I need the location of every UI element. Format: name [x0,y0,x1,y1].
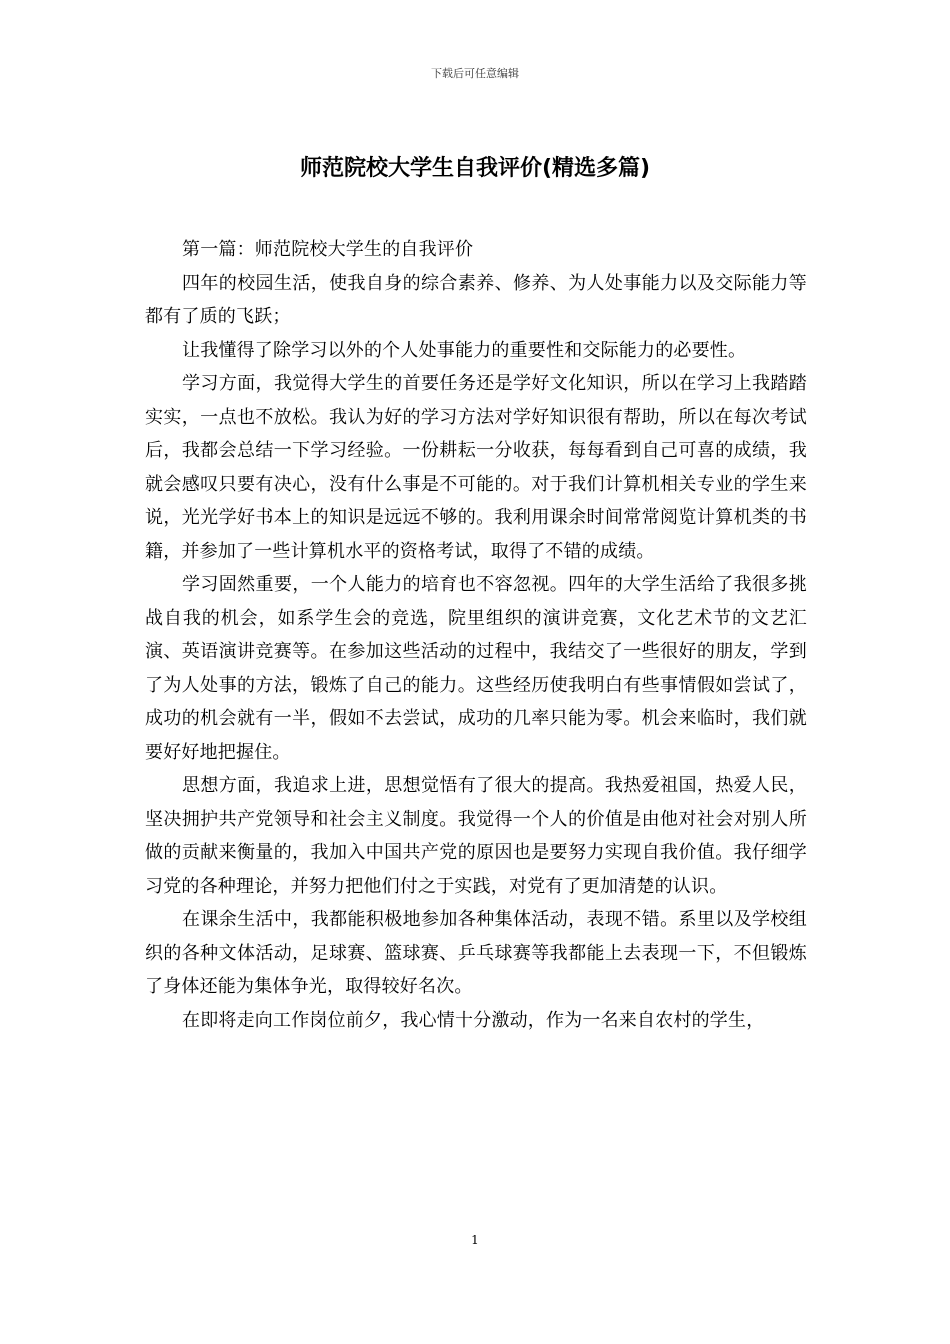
paragraph: 学习方面，我觉得大学生的首要任务还是学好文化知识，所以在学习上我踏踏实实，一点也不放松。我认为好的学习方法对学好知识很有帮助，所以在每次考试后，我都会总结一下学习经验。一份耕耘一分收获，每每看到自己可喜的成绩，我就会感叹只要有决心，没有什么事是不可能的。对于我们计算机相关专业的学生来说，光光学好书本上的知识是远远不够的。我利用课余时间常常阅览计算机类的书籍，并参加了一些计算机水平的资格考试，取得了不错的成绩。 [145,373,807,562]
paragraph: 让我懂得了除学习以外的个人处事能力的重要性和交际能力的必要性。 [182,339,747,361]
header-note: 下载后可任意编辑 [431,67,519,80]
page-number: 1 [471,1233,479,1247]
paragraph: 学习固然重要，一个人能力的培育也不容忽视。四年的大学生活给了我很多挑战自我的机会，如系学生会的竞选，院里组织的演讲竞赛，文化艺术节的文艺汇演、英语演讲竞赛等。在参加这些活动的过程中，我结交了一些很好的朋友，学到了为人处事的方法，锻炼了自己的能力。这些经历使我明白有些事情假如尝试了，成功的机会就有一半，假如不去尝试，成功的几率只能为零。机会来临时，我们就要好好地把握住。 [145,574,807,763]
paragraph: 四年的校园生活，使我自身的综合素养、修养、为人处事能力以及交际能力等都有了质的飞跃； [145,272,807,327]
paragraph: 在即将走向工作岗位前夕，我心情十分激动，作为一名来自农村的学生， [182,1009,765,1031]
paragraph: 思想方面，我追求上进，思想觉悟有了很大的提高。我热爱祖国，热爱人民，坚决拥护共产党领导和社会主义制度。我觉得一个人的价值是由他对社会对别人所做的贡献来衡量的，我加入中国共产党的原因也是要努力实现自我价值。我仔细学习党的各种理论，并努力把他们付之于实践，对党有了更加清楚的认识。 [145,775,807,897]
paragraph-section-heading: 第一篇：师范院校大学生的自我评价 [182,239,474,260]
document-body [145,233,807,1037]
document-title: 师范院校大学生自我评价(精选多篇) [299,156,651,181]
paragraph: 在课余生活中，我都能积极地参加各种集体活动，表现不错。系里以及学校组织的各种文体活动，足球赛、篮球赛、乒乓球赛等我都能上去表现一下，不但锻炼了身体还能为集体争光，取得较好名次。 [145,909,807,997]
